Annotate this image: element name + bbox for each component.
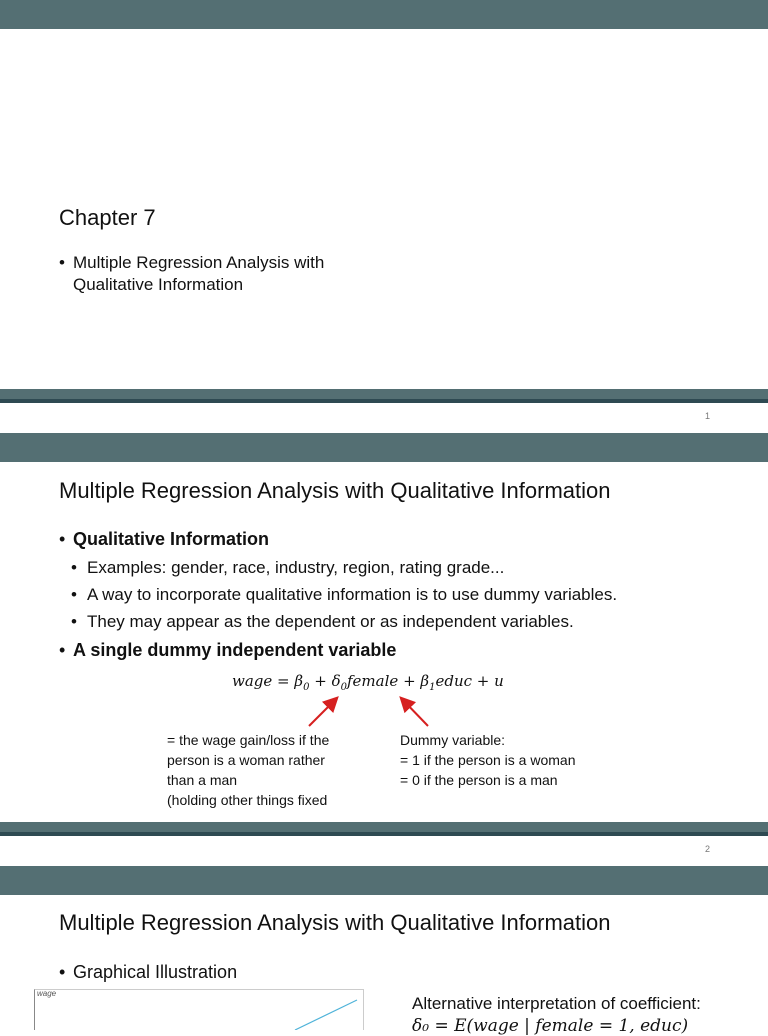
slide1-bullet-text: Multiple Regression Analysis with	[73, 253, 325, 272]
bullet-dot: •	[71, 612, 77, 631]
arrow-to-delta	[309, 699, 336, 726]
slide3-top-bar	[0, 866, 768, 895]
eq-beta0: β	[294, 672, 304, 690]
eq-delta0: δ	[331, 672, 341, 690]
eq-female: female	[347, 672, 399, 690]
bullet-text: A single dummy independent variable	[73, 640, 397, 660]
slide2-page-number: 2	[704, 844, 710, 854]
plot-line	[295, 1000, 357, 1030]
bullet-dot: •	[59, 253, 65, 272]
slide2-top-bar	[0, 433, 768, 462]
eq-beta1-sub: 1	[429, 682, 436, 693]
slide2-sub-appear	[71, 612, 574, 632]
slide1-bullet-cont	[73, 275, 243, 295]
slide3-bullet-graphical	[59, 962, 237, 983]
slide2-bottom-bar-dark	[0, 832, 768, 836]
slide1-bottom-bar	[0, 389, 768, 399]
slide2-title: Multiple Regression Analysis with Qualitative Information	[59, 478, 611, 503]
note-line: = 0 if the person is a man	[400, 772, 558, 788]
eq-equals: =	[277, 672, 290, 690]
plot-line-svg	[35, 990, 363, 1030]
slide1-title: Chapter 7	[59, 205, 156, 230]
bullet-dot: •	[71, 558, 77, 577]
sub-text: They may appear as the dependent or as independent variables.	[87, 612, 574, 631]
slide-1	[0, 29, 768, 389]
eq-plus: +	[314, 672, 327, 690]
slide1-page-number: 1	[704, 411, 710, 421]
eq-plus: +	[476, 672, 490, 690]
note-line: Dummy variable:	[400, 732, 506, 748]
bullet-dot: •	[59, 640, 66, 660]
annotation-arrows	[0, 690, 768, 750]
slide3-title: Multiple Regression Analysis with Qualitative Information	[59, 910, 611, 935]
slide1-bullet	[59, 253, 324, 273]
eq-u: u	[494, 672, 504, 690]
eq-plus: +	[403, 672, 416, 690]
note-line: = 1 if the person is a woman	[400, 752, 576, 768]
note-left	[167, 730, 329, 810]
bullet-text: Qualitative Information	[73, 529, 270, 549]
eq-educ: educ	[435, 672, 473, 690]
plot-wage-label: wage	[37, 989, 57, 998]
slide2-sub-examples	[71, 558, 504, 578]
bullet-dot: •	[71, 585, 77, 604]
slide1-bullet-cont-text: Qualitative Information	[73, 275, 244, 294]
slide2-sub-dummy-way	[71, 585, 617, 605]
bullet-dot: •	[59, 529, 66, 549]
note-line: than a man	[167, 772, 238, 788]
eq-lhs: wage	[232, 672, 273, 690]
sub-text: Examples: gender, race, industry, region, rating grade...	[87, 558, 505, 577]
slide1-bottom-bar-dark	[0, 399, 768, 403]
alternative-equation: δ₀ = E(wage | female = 1, educ)	[412, 1016, 689, 1036]
note-line: person is a woman rather	[167, 752, 325, 768]
eq-delta0-sub: 0	[340, 682, 347, 693]
slide1-top-bar	[0, 0, 768, 29]
bullet-text: Graphical Illustration	[73, 962, 238, 982]
alternative-interpretation: Alternative interpretation of coefficient:	[412, 994, 701, 1013]
slide2-bullet-qualitative	[59, 529, 269, 550]
arrow-to-female	[402, 699, 428, 726]
note-right	[400, 730, 576, 790]
note-line: = the wage gain/loss if the	[167, 732, 330, 748]
slide2-bullet-single-dummy	[59, 640, 396, 661]
sub-text: A way to incorporate qualitative information is to use dummy variables.	[87, 585, 618, 604]
eq-beta0-sub: 0	[303, 682, 310, 693]
slide2-bottom-bar	[0, 822, 768, 832]
eq-beta1: β	[420, 672, 430, 690]
bullet-dot: •	[59, 962, 66, 982]
note-line: (holding other things fixed	[167, 792, 328, 808]
